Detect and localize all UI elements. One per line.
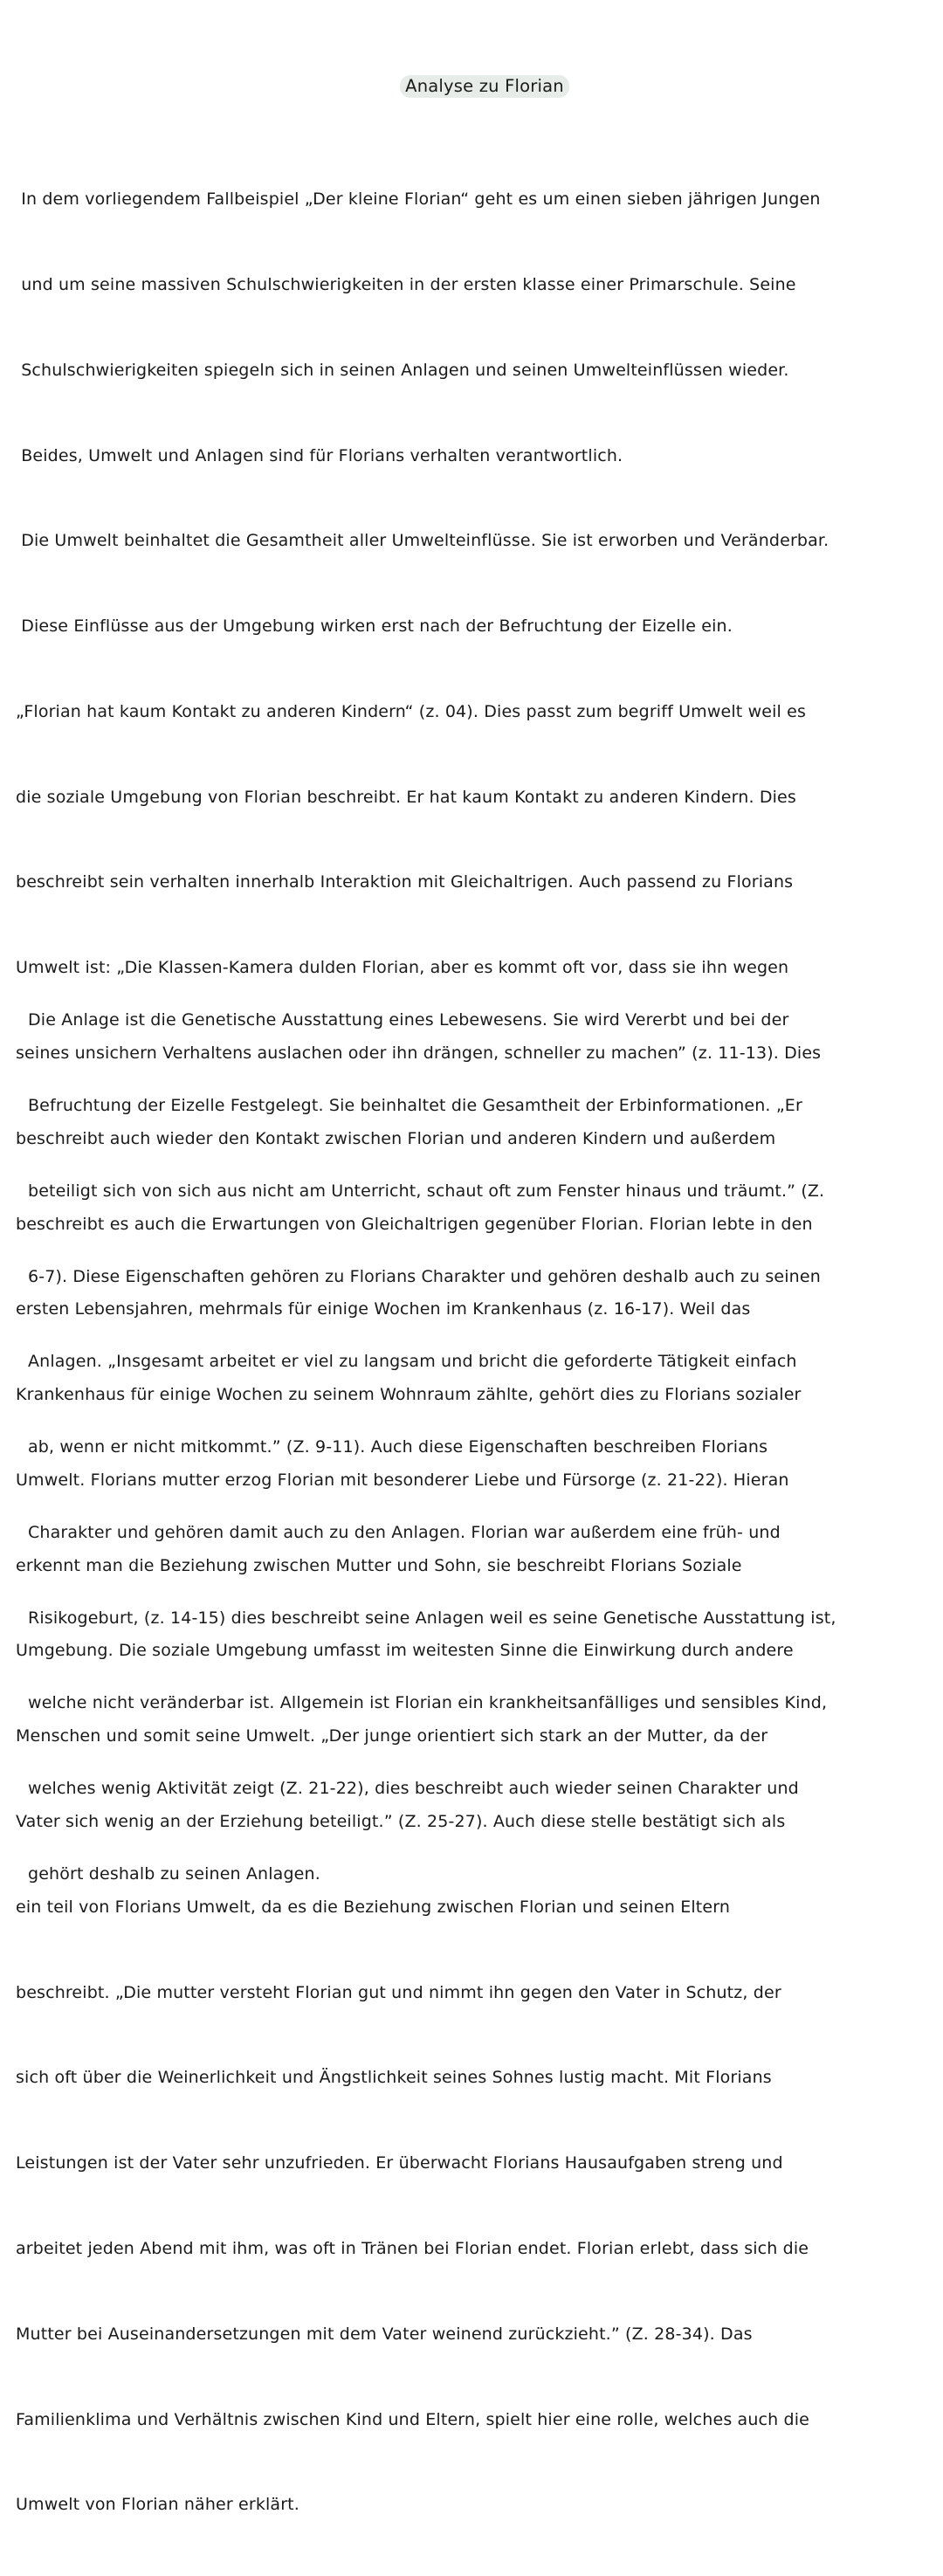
document-title: Analyse zu Florian [400,75,569,98]
text-line: die soziale Umgebung von Florian beschreibt. Er hat kaum Kontakt zu anderen Kindern. Dies [16,787,796,807]
text-line: ein teil von Florians Umwelt, da es die Beziehung zwischen Florian und seinen Eltern [16,1897,731,1917]
text-line: Leistungen ist der Vater sehr unzufrieden. Er überwacht Florians Hausaufgaben streng und [16,2153,783,2173]
text-line: Schulschwierigkeiten spiegeln sich in seinen Anlagen und seinen Umwelteinflüssen wieder. [16,360,789,380]
text-line: arbeitet jeden Abend mit ihm, was oft in Tränen bei Florian endet. Florian erlebt, dass sich die [16,2238,809,2258]
text-line: Die Umwelt beinhaltet die Gesamtheit aller Umwelteinflüsse. Sie ist erworben und Veränderbar. [16,531,829,551]
text-line: Risikogeburt, (z. 14-15) dies beschreibt seine Anlagen weil es seine Genetische Ausstattung ist, [28,1608,836,1628]
text-line: welche nicht veränderbar ist. Allgemein ist Florian ein krankheitsanfälliges und sensibles Kind, [28,1693,828,1713]
text-line: beteiligt sich von sich aus nicht am Unterricht, schaut oft zum Fenster hinaus und träumt.” (Z. [28,1181,825,1201]
text-line: beschreibt auch wieder den Kontakt zwischen Florian und anderen Kindern und außerdem [16,1128,776,1148]
text-line: Beides, Umwelt und Anlagen sind für Florians verhalten verantwortlich. [16,445,623,465]
text-line: Menschen und somit seine Umwelt. „Der junge orientiert sich stark an der Mutter, da der [16,1726,768,1746]
text-line: ersten Lebensjahren, mehrmals für einige Wochen im Krankenhaus (z. 16-17). Weil das [16,1299,751,1319]
text-line: beschreibt. „Die mutter versteht Florian gut und nimmt ihn gegen den Vater in Schutz, der [16,1982,781,2002]
text-line: ab, wenn er nicht mitkommt.” (Z. 9-11). Auch diese Eigenschaften beschreiben Florians [28,1437,768,1457]
text-line: Charakter und gehören damit auch zu den Anlagen. Florian war außerdem eine früh- und [28,1522,781,1542]
text-line: Vater sich wenig an der Erziehung beteiligt.” (Z. 25-27). Auch diese stelle bestätigt sich als [16,1812,786,1832]
text-line: erkennt man die Beziehung zwischen Mutter und Sohn, sie beschreibt Florians Soziale [16,1555,742,1575]
text-line: seines unsichern Verhaltens auslachen oder ihn drängen, schneller zu machen” (z. 11-13). Dies [16,1043,822,1063]
title-container [0,75,943,98]
text-line: und um seine massiven Schulschwierigkeiten in der ersten klasse einer Primarschule. Seine [16,274,796,294]
text-line: Diese Einflüsse aus der Umgebung wirken erst nach der Befruchtung der Eizelle ein. [16,616,733,637]
text-line: Mutter bei Auseinandersetzungen mit dem Vater weinend zurückzieht.” (Z. 28-34). Das [16,2324,753,2344]
text-line: beschreibt sein verhalten innerhalb Interaktion mit Gleichaltrigen. Auch passend zu Florians [16,872,794,892]
text-line: Umwelt von Florian näher erklärt. [16,2495,299,2515]
text-line: „Florian hat kaum Kontakt zu anderen Kindern“ (z. 04). Dies passt zum begriff Umwelt weil es [16,701,807,721]
paragraph-anlage [28,949,836,1946]
text-line: Anlagen. „Insgesamt arbeitet er viel zu langsam und bricht die geforderte Tätigkeit einfach [28,1352,797,1372]
text-line: gehört deshalb zu seinen Anlagen. [28,1864,320,1884]
text-line: sich oft über die Weinerlichkeit und Ängstlichkeit seines Sohnes lustig macht. Mit Florians [16,2068,772,2088]
text-line: Umwelt ist: „Die Klassen-Kamera dulden Florian, aber es kommt oft vor, dass sie ihn wegen [16,958,789,978]
text-line: In dem vorliegendem Fallbeispiel „Der kleine Florian“ geht es um einen sieben jährigen Jungen [16,189,821,210]
text-line: beschreibt es auch die Erwartungen von Gleichaltrigen gegenüber Florian. Florian lebte in den [16,1214,813,1234]
text-line: Umwelt. Florians mutter erzog Florian mit besonderer Liebe und Fürsorge (z. 21-22). Hieran [16,1470,789,1490]
text-line: Krankenhaus für einige Wochen zu seinem Wohnraum zählte, gehört dies zu Florians sozialer [16,1385,802,1405]
text-line: Die Anlage ist die Genetische Ausstattung eines Lebewesens. Sie wird Vererbt und bei der [28,1010,789,1030]
text-line: 6-7). Diese Eigenschaften gehören zu Florians Charakter und gehören deshalb auch zu seinen [28,1266,821,1286]
text-line: Umgebung. Die soziale Umgebung umfasst im weitesten Sinne die Einwirkung durch andere [16,1641,794,1661]
text-line: Befruchtung der Eizelle Festgelegt. Sie beinhaltet die Gesamtheit der Erbinformationen. „Er [28,1095,802,1115]
text-line: welches wenig Aktivität zeigt (Z. 21-22), dies beschreibt auch wieder seinen Charakter und [28,1779,799,1799]
text-line: Familienklima und Verhältnis zwischen Kind und Eltern, spielt hier eine rolle, welches auch die [16,2409,809,2429]
